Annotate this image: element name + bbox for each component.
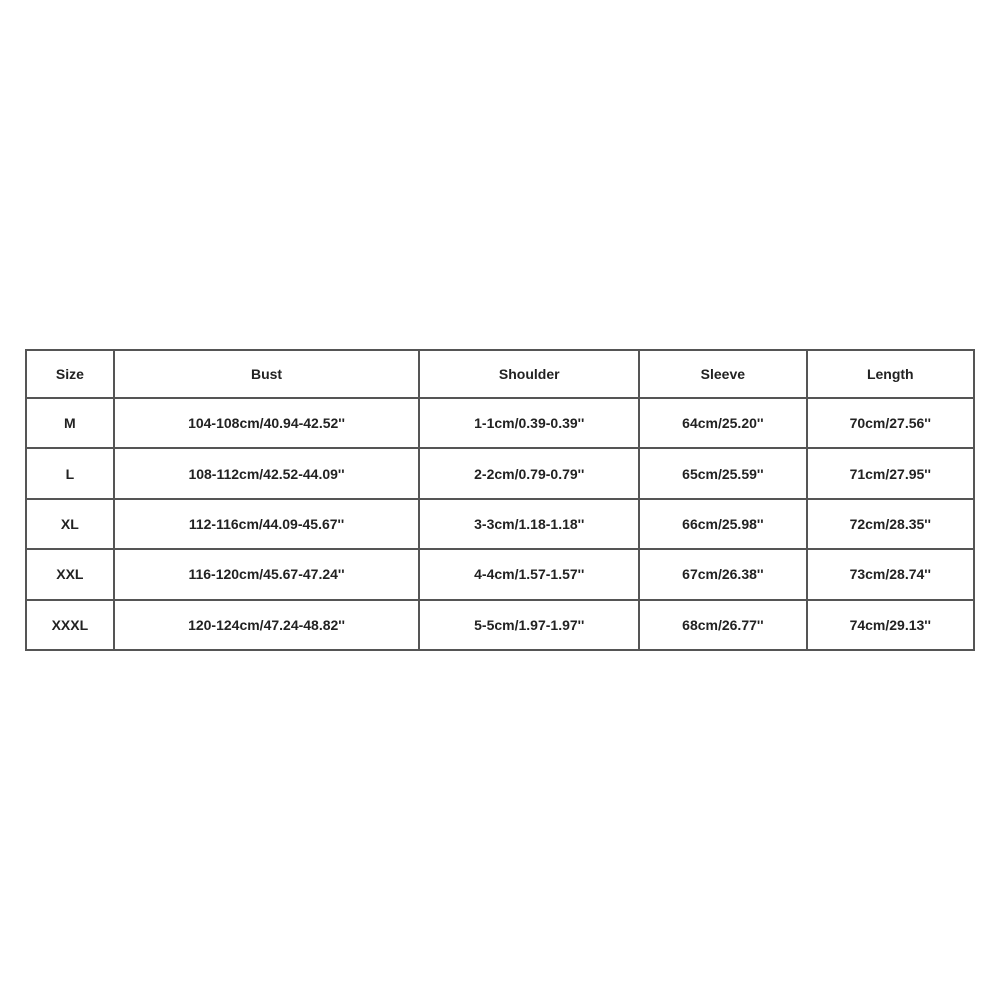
cell-shoulder: 1-1cm/0.39-0.39'' (419, 398, 639, 448)
table-row (26, 448, 974, 498)
cell-bust: 104-108cm/40.94-42.52'' (114, 398, 420, 448)
cell-length: 70cm/27.56'' (807, 398, 974, 448)
cell-size: M (26, 398, 114, 448)
cell-shoulder: 2-2cm/0.79-0.79'' (419, 448, 639, 498)
table-row (26, 600, 974, 650)
cell-sleeve: 67cm/26.38'' (639, 549, 806, 599)
cell-bust: 116-120cm/45.67-47.24'' (114, 549, 420, 599)
cell-bust: 120-124cm/47.24-48.82'' (114, 600, 420, 650)
cell-size: XL (26, 499, 114, 549)
cell-shoulder: 4-4cm/1.57-1.57'' (419, 549, 639, 599)
table-row (26, 398, 974, 448)
cell-size: XXXL (26, 600, 114, 650)
table-row (26, 549, 974, 599)
cell-bust: 108-112cm/42.52-44.09'' (114, 448, 420, 498)
header-length: Length (807, 350, 974, 398)
cell-length: 73cm/28.74'' (807, 549, 974, 599)
cell-size: L (26, 448, 114, 498)
cell-length: 72cm/28.35'' (807, 499, 974, 549)
cell-shoulder: 3-3cm/1.18-1.18'' (419, 499, 639, 549)
header-bust: Bust (114, 350, 420, 398)
cell-shoulder: 5-5cm/1.97-1.97'' (419, 600, 639, 650)
cell-length: 74cm/29.13'' (807, 600, 974, 650)
cell-length: 71cm/27.95'' (807, 448, 974, 498)
size-chart-table (25, 349, 975, 651)
table-header-row (26, 350, 974, 398)
header-sleeve: Sleeve (639, 350, 806, 398)
cell-sleeve: 68cm/26.77'' (639, 600, 806, 650)
header-size: Size (26, 350, 114, 398)
cell-sleeve: 64cm/25.20'' (639, 398, 806, 448)
table-row (26, 499, 974, 549)
cell-bust: 112-116cm/44.09-45.67'' (114, 499, 420, 549)
cell-sleeve: 65cm/25.59'' (639, 448, 806, 498)
header-shoulder: Shoulder (419, 350, 639, 398)
cell-sleeve: 66cm/25.98'' (639, 499, 806, 549)
cell-size: XXL (26, 549, 114, 599)
